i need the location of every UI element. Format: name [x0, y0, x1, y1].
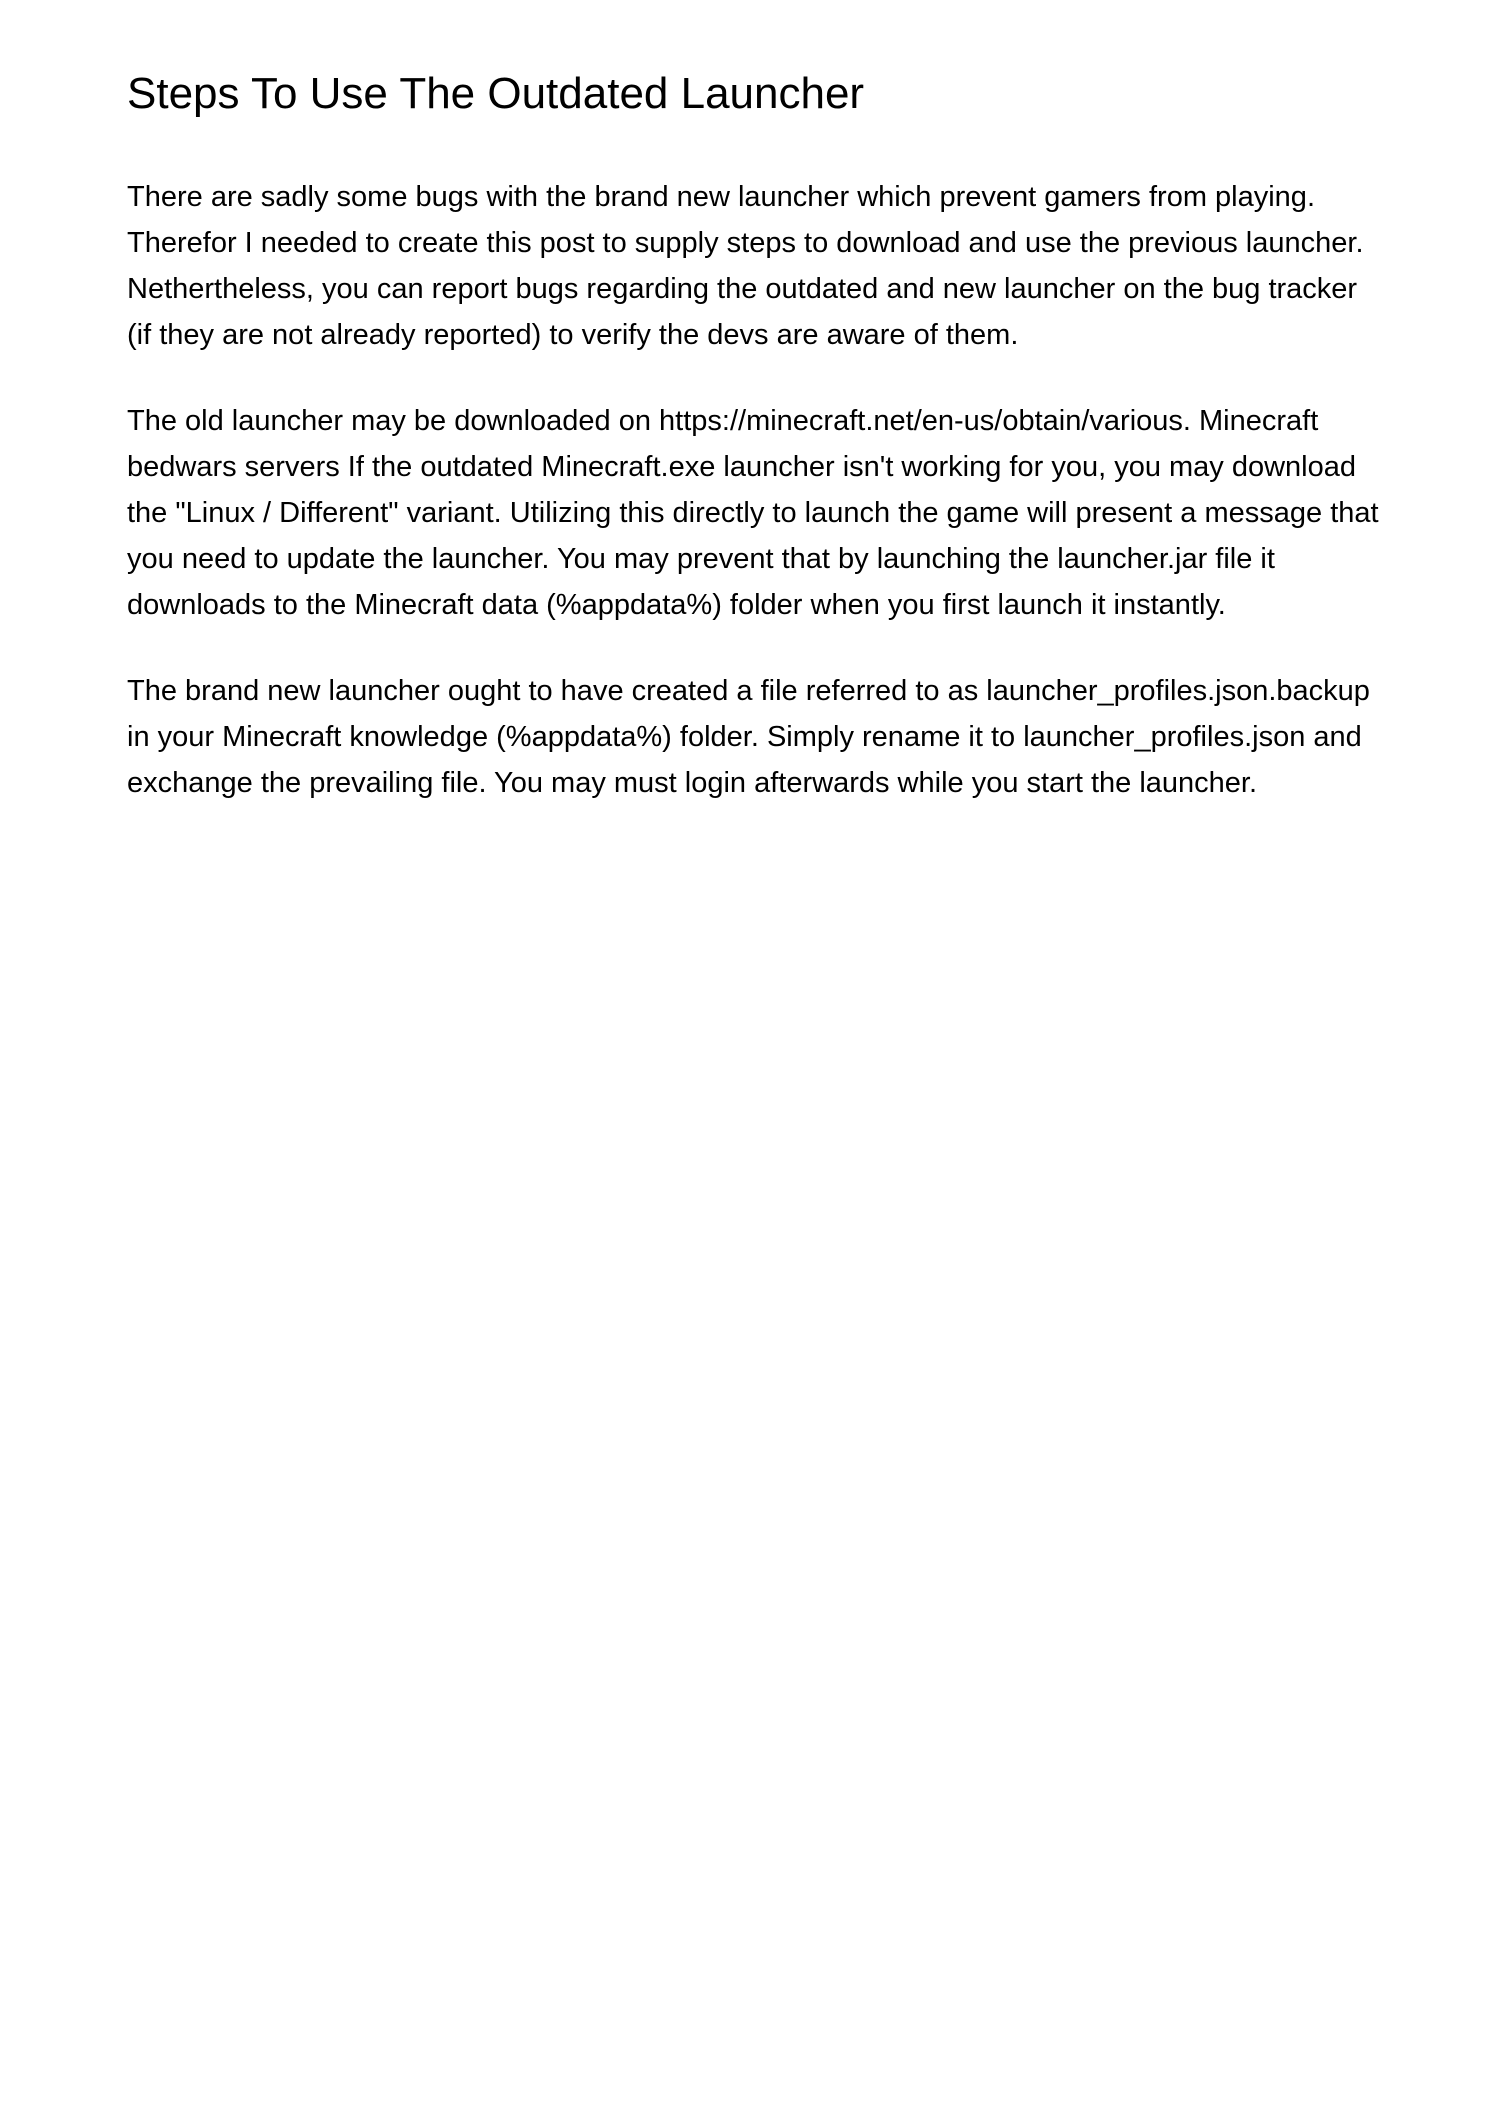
document-page	[127, 66, 1387, 806]
paragraph-intro: There are sadly some bugs with the brand new launcher which prevent gamers from playing. Therefor I needed to create this post to supply steps to download and use the previous launcher. Nethertheless, you can report bugs regarding the outdated and new launcher on the bug tracker (if they are not already reported) to verify the devs are aware of them.	[127, 181, 1364, 351]
paragraph-profiles: The brand new launcher ought to have created a file referred to as launcher_profiles.json.backup in your Minecraft knowledge (%appdata%) folder. Simply rename it to launcher_profiles.json and exchange the prevailing file. You may must login afterwards while you start the launcher.	[127, 675, 1370, 799]
paragraph-old-launcher: The old launcher may be downloaded on https://minecraft.net/en-us/obtain/various. Minecraft bedwars servers If the outdated Minecraft.exe launcher isn't working for you, you may download the "Linux / Different" variant. Utilizing this directly to launch the game will present a message that you need to update the launcher. You may prevent that by launching the launcher.jar file it downloads to the Minecraft data (%appdata%) folder when you first launch it instantly.	[127, 405, 1379, 621]
document-title: Steps To Use The Outdated Launcher	[127, 69, 865, 118]
